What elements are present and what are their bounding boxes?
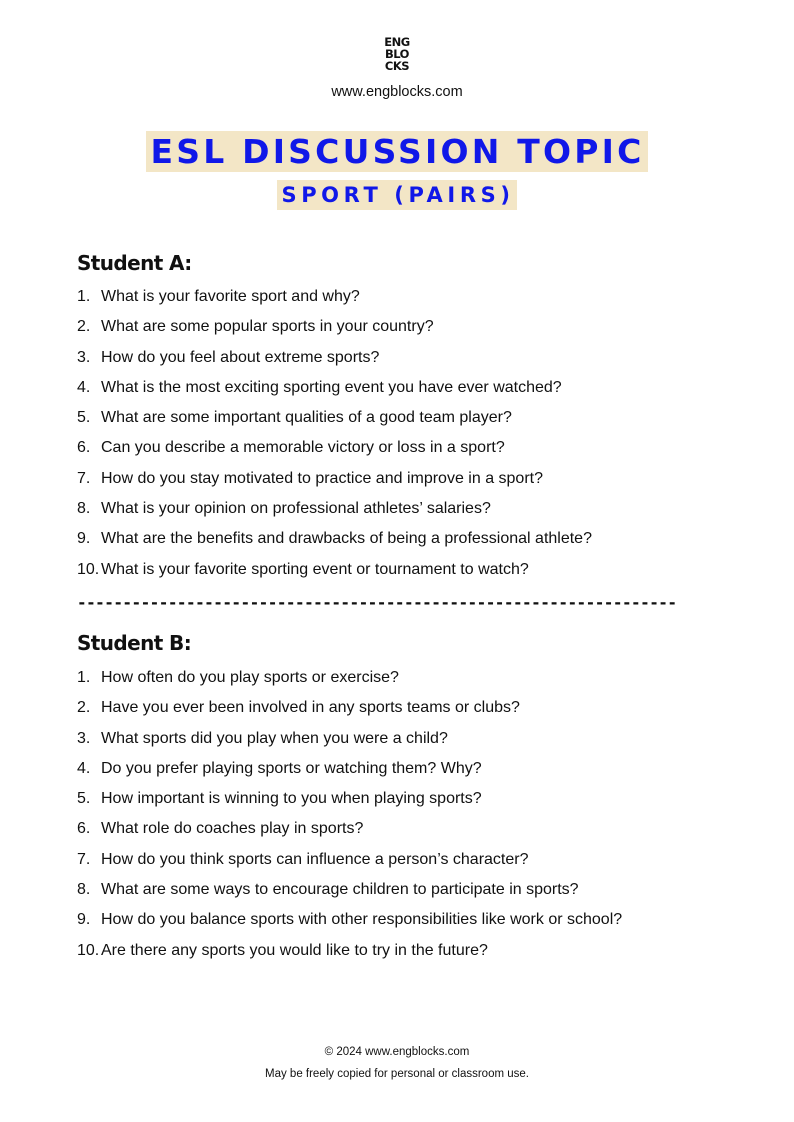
question-text: What sports did you play when you were a child?	[101, 729, 448, 747]
question-text: Can you describe a memorable victory or loss in a sport?	[101, 439, 505, 457]
question-number: 6.	[77, 820, 91, 838]
list-item	[77, 529, 592, 559]
list-item	[77, 469, 592, 499]
question-text: What are some important qualities of a good team player?	[101, 409, 512, 427]
logo-mark	[384, 36, 409, 72]
student-b-heading: Student B:	[77, 631, 192, 655]
question-number: 1.	[77, 288, 91, 305]
list-item	[77, 910, 622, 940]
list-item	[77, 408, 592, 438]
question-text: What is the most exciting sporting event you have ever watched?	[101, 378, 562, 396]
question-number: 8.	[77, 500, 91, 518]
question-text: What is your favorite sporting event or tournament to watch?	[101, 560, 529, 578]
list-item	[77, 850, 622, 880]
question-number: 7.	[77, 469, 91, 487]
engblocks-logo	[0, 36, 794, 75]
list-item	[77, 668, 622, 698]
footer-license: May be freely copied for personal or classroom use.	[265, 1068, 529, 1080]
question-text: What is your opinion on professional athletes’ salaries?	[101, 500, 491, 518]
student-b-question-list	[77, 668, 622, 971]
question-number: 2.	[77, 318, 91, 336]
question-number: 10.	[77, 560, 100, 578]
list-item	[77, 941, 622, 971]
list-item	[77, 698, 622, 728]
question-text: Are there any sports you would like to try in the future?	[101, 941, 488, 959]
logo-line: ENG	[384, 35, 410, 49]
question-text: Have you ever been involved in any sports teams or clubs?	[101, 699, 520, 717]
list-item	[77, 880, 622, 910]
question-number: 8.	[77, 881, 91, 899]
site-url: www.engblocks.com	[331, 84, 463, 100]
question-text: How do you feel about extreme sports?	[101, 348, 380, 366]
question-text: How do you balance sports with other responsibilities like work or school?	[101, 911, 623, 929]
question-text: How do you stay motivated to practice and improve in a sport?	[101, 469, 543, 487]
section-divider: ------------------------------------------------------------------	[77, 593, 677, 612]
page-subtitle-wrapper	[0, 180, 794, 210]
question-number: 5.	[77, 409, 91, 427]
question-number: 4.	[77, 759, 91, 777]
question-number: 10.	[77, 941, 100, 959]
list-item	[77, 789, 622, 819]
footer-copyright: © 2024 www.engblocks.com	[324, 1046, 470, 1058]
list-item	[77, 287, 592, 317]
question-text: Do you prefer playing sports or watching them? Why?	[101, 759, 482, 777]
list-item	[77, 819, 622, 849]
page-title-wrapper	[0, 131, 794, 172]
question-number: 4.	[77, 378, 91, 396]
logo-line: BLO	[385, 47, 409, 61]
question-text: How important is winning to you when playing sports?	[101, 790, 482, 808]
question-text: What are the benefits and drawbacks of being a professional athlete?	[101, 530, 592, 548]
question-text: How do you think sports can influence a person’s character?	[101, 850, 529, 868]
question-number: 3.	[77, 729, 91, 747]
question-text: How often do you play sports or exercise?	[101, 669, 399, 686]
question-number: 2.	[77, 699, 91, 717]
list-item	[77, 560, 592, 590]
student-a-question-list	[77, 287, 592, 590]
question-number: 3.	[77, 348, 91, 366]
question-text: What are some popular sports in your country?	[101, 318, 434, 336]
question-text: What role do coaches play in sports?	[101, 820, 364, 838]
question-number: 1.	[77, 669, 91, 686]
list-item	[77, 378, 592, 408]
page-subtitle: SPORT (PAIRS)	[277, 180, 516, 210]
question-text: What is your favorite sport and why?	[101, 288, 360, 305]
question-text: What are some ways to encourage children to participate in sports?	[101, 881, 579, 899]
list-item	[77, 729, 622, 759]
list-item	[77, 317, 592, 347]
question-number: 9.	[77, 911, 91, 929]
page-title: ESL DISCUSSION TOPIC	[146, 131, 647, 172]
question-number: 7.	[77, 850, 91, 868]
student-a-heading: Student A:	[77, 251, 192, 275]
question-number: 5.	[77, 790, 91, 808]
question-number: 6.	[77, 439, 91, 457]
list-item	[77, 348, 592, 378]
list-item	[77, 759, 622, 789]
logo-line: CKS	[384, 59, 410, 73]
list-item	[77, 438, 592, 468]
question-number: 9.	[77, 530, 91, 548]
list-item	[77, 499, 592, 529]
